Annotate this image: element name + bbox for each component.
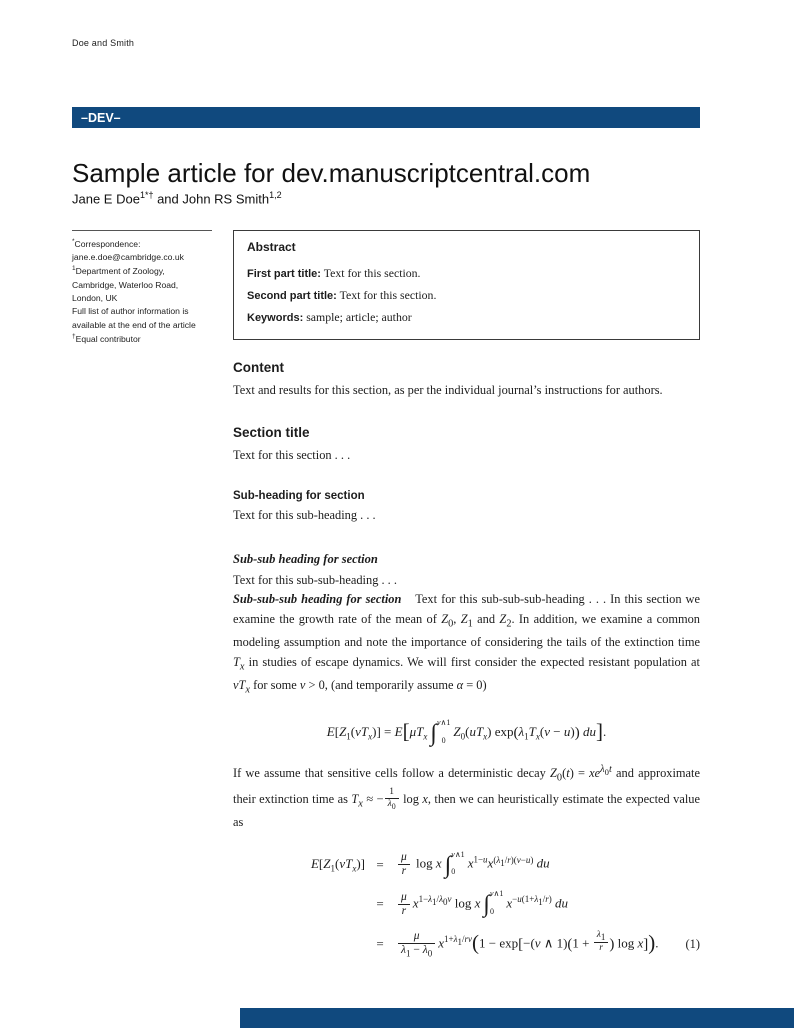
equation-rhs-1: $\frac{\mu}{r}$ log x ∫ v∧1 0 $x^{1-u}x^{(\lambda_1/r)(v-u)}$ du	[395, 851, 550, 878]
authors-line: Jane E Doe$^{1*\dagger}$ and John RS Smith$^{1,2}$	[72, 190, 282, 207]
author-footnotes	[72, 230, 212, 346]
equation-row	[233, 891, 700, 918]
equals-sign: =	[376, 856, 384, 872]
equation-row	[233, 930, 700, 959]
abstract-heading: Abstract	[247, 240, 296, 254]
main-content-column	[233, 360, 700, 971]
estimate-paragraph: If we assume that sensitive cells follow a deterministic decay $Z_0(t) = xe^{\lambda_0t}$ and approximate their extinction time as $T_x$ ≈ − $\frac{1}{\lambda_0}$ log x, then we can heuristically estimate the expected value as	[233, 764, 700, 830]
sub-sub-sub-text: Text for this sub-sub-sub-heading . . . In this section we examine the growth rate of the mean of $Z_0$, $Z_1$ and $Z_2$. In addition, we examine a common modeling assumption and note the importance of considering the tails of the extinction time $T_x$ in studies of escape dynamics. We will first consider the expected resistant population at $vT_x$ for some v > 0, (and temporarily assume α = 0)	[233, 592, 701, 696]
affiliation-line-2: Cambridge, Waterloo Road,	[72, 279, 179, 290]
abstract-second-part	[247, 285, 686, 307]
content-heading: Content	[233, 360, 284, 375]
sub-paragraph: Text for this sub-heading . . .	[233, 507, 376, 522]
equation-rhs-3: $\frac{\mu}{\lambda_1 - \lambda_0}$ $x^{1+\lambda_1/rv}(1 - \exp[-(v$ ∧ 1)(1 + $\frac{\lambda_1}{r}$ ) log x]).	[395, 930, 659, 959]
abstract-first-part	[247, 263, 686, 285]
section-paragraph: Text for this section . . .	[233, 447, 351, 462]
affiliation-line-1: $^1$Department of Zoology,	[72, 265, 165, 277]
abstract-keywords-text: sample; article; author	[306, 309, 412, 324]
abstract-box	[233, 230, 700, 340]
equation-lhs: $E[Z_1(vT_x)]$	[310, 856, 365, 874]
sub-heading: Sub-heading for section	[233, 489, 365, 502]
dev-banner	[72, 107, 700, 128]
equals-sign: =	[376, 936, 384, 952]
sub-sub-sub-heading: Sub-sub-sub heading for section	[233, 592, 402, 607]
affiliation-line-3: London, UK	[72, 292, 118, 303]
content-paragraph: Text and results for this section, as per the individual journal’s instructions for authors.	[233, 383, 663, 397]
sub-sub-sub-paragraph	[233, 590, 700, 699]
display-equation: $E[Z_1(vT_x)] = E[\mu T_x$ ∫ v∧1 0 $Z_0(uT_x) \exp(\lambda_1T_x(v - u))$ du].	[326, 717, 607, 747]
aligned-equations	[233, 851, 700, 959]
sub-sub-paragraph: Text for this sub-sub-heading . . .	[233, 572, 397, 587]
equation-rhs-2: $\frac{\mu}{r}$ $x^{1-\lambda_1/\lambda_0v}$ log x ∫ v∧1 0 $x^{-u(1+\lambda_1/r)}$ du	[395, 891, 568, 918]
abstract-second-part-text: Text for this section.	[339, 287, 437, 302]
author-info-note-1: Full list of author information is	[72, 306, 189, 317]
footer-bar	[240, 1008, 794, 1028]
article-title: Sample article for dev.manuscriptcentral.com	[72, 158, 591, 189]
equation-number: (1)	[685, 936, 700, 951]
abstract-keywords-label: Keywords:	[247, 311, 304, 324]
dev-banner-label: –DEV–	[81, 110, 121, 125]
abstract-keywords	[247, 307, 686, 329]
equal-contributor-note: †Equal contributor	[72, 332, 141, 344]
abstract-first-part-text: Text for this section.	[323, 266, 421, 280]
equals-sign: =	[376, 896, 384, 912]
abstract-second-part-label: Second part title:	[247, 289, 337, 302]
equation-row	[233, 851, 700, 878]
author-info-note-2: available at the end of the article	[72, 319, 196, 330]
section-title-heading: Section title	[233, 424, 310, 440]
running-head: Doe and Smith	[72, 38, 135, 48]
abstract-first-part-label: First part title:	[247, 268, 321, 280]
sub-sub-heading: Sub-sub heading for section	[233, 551, 378, 566]
correspondence-email: jane.e.doe@cambridge.co.uk	[72, 252, 184, 263]
correspondence-label: *Correspondence:	[72, 238, 141, 249]
